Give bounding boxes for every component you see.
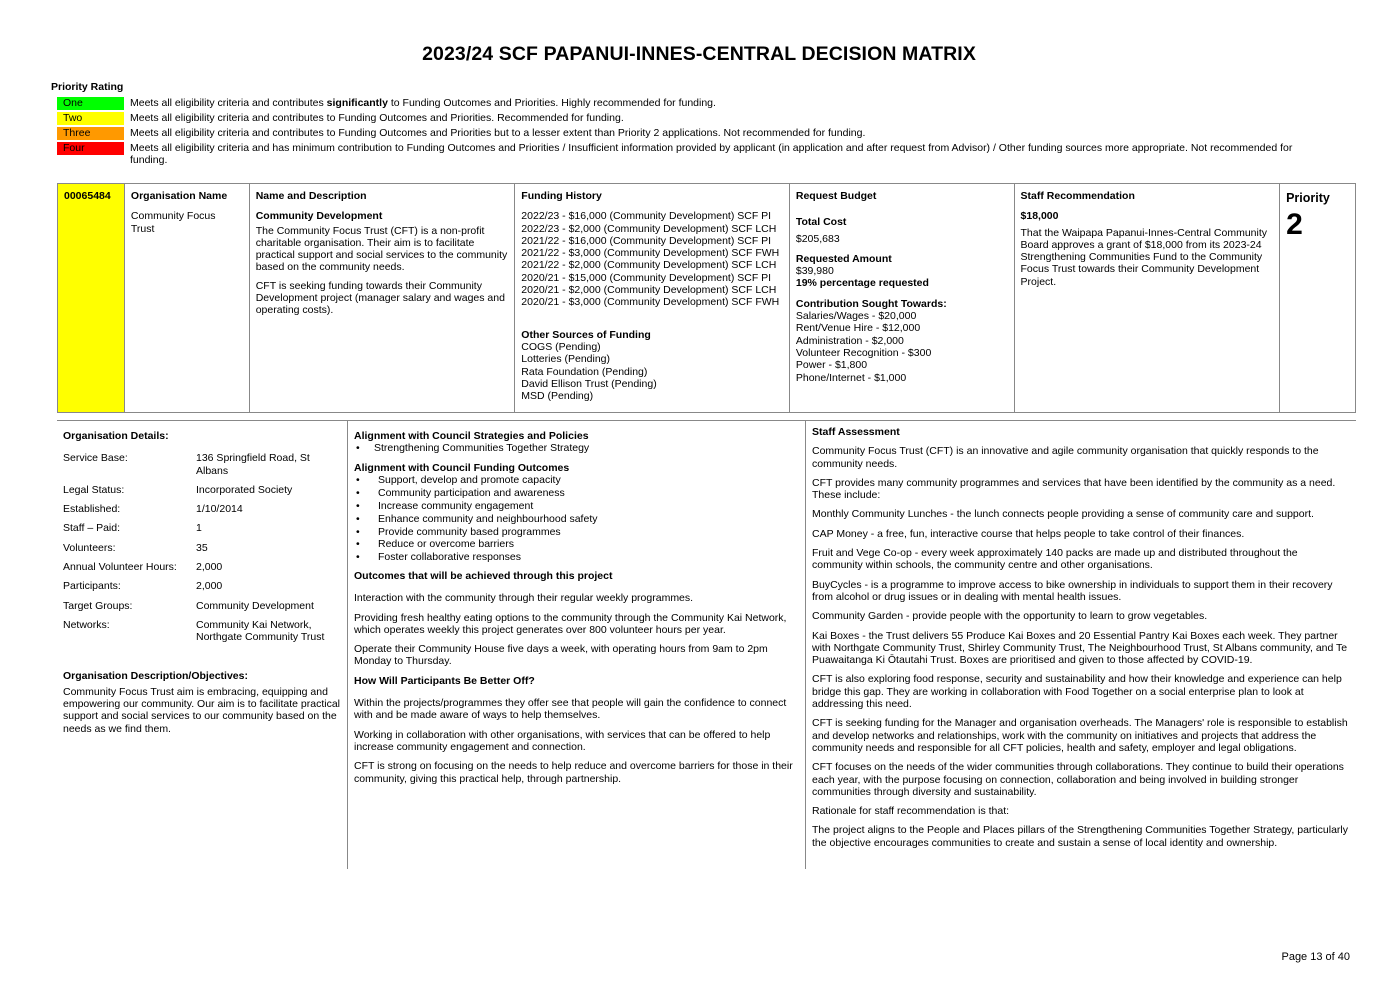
staff-rec-heading: Staff Recommendation: [1020, 190, 1135, 202]
assessment-para: Fruit and Vege Co-op - every week approximately 140 packs are made up and distributed throughout the community within schools, the community centre and other organisations.: [812, 547, 1298, 572]
list-item: • Foster collaborative responses: [354, 551, 799, 564]
list-item: • Reduce or overcome barriers: [354, 538, 799, 551]
better-off-heading: How Will Participants Be Better Off?: [354, 674, 535, 687]
org-description: Community Focus Trust aim is embracing, equipping and empowering our community. Our aim is to facilitate practical support and social services to our community based on the needs as we find them.: [63, 685, 340, 735]
org-name-heading: Organisation Name: [130, 190, 228, 202]
assessment-para: CFT is also exploring food response, security and sustainability and how their knowledge and experience can help bridge this gap. They are working in collaboration with Food Together on a social enterprise plan to look at addressing this need.: [812, 673, 1342, 711]
alignment-column: [348, 421, 806, 869]
detail-row-service-base: Service Base: 136 Springfield Road, St Albans: [63, 452, 310, 477]
list-item: • Strengthening Communities Together Strategy: [354, 442, 799, 455]
percentage-requested: 19% percentage requested: [795, 277, 929, 290]
priority-rating-heading: Priority Rating: [51, 81, 124, 93]
request-budget-cell: [790, 184, 1015, 412]
funding-history-cell: [515, 184, 790, 412]
better-off-para: Working in collaboration with other organisations, with services that can be offered to help increase community engagement and connection.: [354, 728, 771, 753]
priority-badge-four: Four: [57, 142, 124, 155]
assessment-para: Kai Boxes - the Trust delivers 55 Produce Kai Boxes and 20 Essential Pantry Kai Boxes each week. They partner with Northgate Community Trust, Shirley Community Trust, The Neighbourhood Trust, St Albans community, and Te Puawaitanga Ki Ōtautahi Trust. Boxes are prioritised and given to those affected by COVID-19.: [812, 629, 1348, 667]
assessment-para: CFT is seeking funding for the Manager and organisation overheads. The Managers' role is responsible to establish and develop networks and relationships, work with the community on initiatives and projects that address the community needs and responsible for all CFT policies, health and safety, employer and legal obligations.: [812, 717, 1348, 754]
name-desc-heading: Name and Description: [255, 190, 367, 202]
page-title: 2023/24 SCF PAPANUI-INNES-CENTRAL DECISION MATRIX: [422, 43, 976, 65]
funding-history-heading: Funding History: [521, 190, 602, 202]
decision-matrix: [57, 183, 1356, 413]
assessment-para: Community Focus Trust (CFT) is an innovative and agile community organisation that quickly responds to the community needs.: [812, 445, 1319, 470]
funding-history-item: 2020/21 - $2,000 (Community Development) SCF LCH: [521, 284, 777, 297]
list-item: • Provide community based programmes: [354, 526, 799, 539]
assessment-para: Community Garden - provide people with the opportunity to learn to grow vegetables.: [812, 610, 1208, 623]
contribution-item: Rent/Venue Hire - $12,000: [795, 322, 921, 335]
description-para-2: CFT is seeking funding towards their Community Development project (manager salary and wages and operating costs).: [255, 279, 505, 317]
priority-row-three: [57, 127, 1317, 140]
funding-history-item: 2021/22 - $16,000 (Community Development) SCF PI: [521, 234, 772, 247]
name-description-cell: [250, 184, 516, 412]
priority-heading: Priority: [1286, 191, 1330, 205]
other-sources-heading: Other Sources of Funding: [521, 328, 651, 341]
funding-history-item: 2021/22 - $3,000 (Community Development) SCF FWH: [521, 247, 780, 260]
detail-row-networks: Networks: Community Kai Network, Northgate Community Trust: [63, 618, 325, 644]
priority-row-one: [57, 97, 1317, 110]
priority-text-four: Meets all eligibility criteria and has minimum contribution to Funding Outcomes and Priorities / Insufficient information provided by applicant (in application and after request from Advisor) / Other funding sources more appropriate. Not recommended for funding.: [130, 142, 1293, 166]
assessment-para: Monthly Community Lunches - the lunch connects people providing a sense of community care and support.: [812, 508, 1314, 521]
funding-history-item: 2022/23 - $16,000 (Community Development) SCF PI: [521, 210, 772, 223]
list-item: • Support, develop and promote capacity: [354, 474, 799, 487]
priority-rating-table: [57, 97, 1317, 168]
application-id: 00065484: [64, 190, 111, 202]
organisation-details-column: [57, 421, 348, 869]
achieved-para: Operate their Community House five days a week, with operating hours from 9am to 2pm Monday to Thursday.: [354, 643, 768, 668]
other-source-item: COGS (Pending): [521, 340, 601, 353]
funding-history-list: [521, 210, 783, 308]
priority-text-one: Meets all eligibility criteria and contributes significantly to Funding Outcomes and Priorities. Highly recommended for funding.: [130, 97, 716, 109]
achieved-para: Providing fresh healthy eating options to the community through the Community Kai Network, which operates weekly this project generates over 800 volunteer hours per year.: [354, 611, 787, 636]
better-off-para: CFT is strong on focusing on the needs to help reduce and overcome barriers for those in their community, giving this practical help, through partnership.: [354, 760, 793, 785]
project-name: Community Development: [255, 210, 383, 223]
contribution-item: Salaries/Wages - $20,000: [795, 310, 917, 323]
detail-row-established: Established: 1/10/2014: [63, 503, 243, 516]
outcomes-list: [354, 474, 799, 564]
priority-cell: [1280, 184, 1355, 412]
org-description-heading: Organisation Description/Objectives:: [63, 669, 248, 682]
assessment-section: [57, 420, 1356, 869]
priority-value: 2: [1286, 208, 1303, 242]
priority-badge-three: Three: [57, 127, 124, 140]
priority-badge-one: One: [57, 97, 124, 110]
detail-row-participants: Participants: 2,000: [63, 580, 223, 593]
assessment-para: CFT focuses on the needs of the wider communities through collaborations. They continue to build their operations each year, with the purpose focusing on connection, collaboration and being involved in building stronger communities through diversity and sustainability.: [812, 761, 1344, 798]
description-para-1: The Community Focus Trust (CFT) is a non-profit charitable organisation. Their aim is to facilitate practical support and social services to the community based on the community needs.: [255, 224, 508, 274]
detail-row-volunteer-hours: Annual Volunteer Hours: 2,000: [63, 561, 223, 574]
other-source-item: MSD (Pending): [521, 390, 594, 403]
funding-history-item: 2020/21 - $15,000 (Community Development) SCF PI: [521, 271, 772, 284]
org-details-heading: Organisation Details:: [63, 430, 169, 442]
list-item: • Community participation and awareness: [354, 487, 799, 500]
detail-row-legal-status: Legal Status: Incorporated Society: [63, 483, 293, 496]
achieved-para: Interaction with the community through their regular weekly programmes.: [354, 592, 694, 605]
requested-amount-label: Requested Amount: [795, 252, 892, 265]
total-cost-label: Total Cost: [795, 216, 847, 229]
strategies-heading: Alignment with Council Strategies and Policies: [354, 430, 589, 442]
staff-recommendation-cell: [1015, 184, 1281, 412]
other-source-item: Lotteries (Pending): [521, 353, 611, 366]
assessment-para: The project aligns to the People and Places pillars of the Strengthening Communities Together Strategy, particularly the objective encourages communities to create and sustain a sense of local identity and ownership.: [812, 824, 1348, 849]
better-off-para: Within the projects/programmes they offer see that people will gain the confidence to connect with and be made aware of ways to help themselves.: [354, 697, 787, 722]
list-item: • Enhance community and neighbourhood safety: [354, 513, 799, 526]
contribution-item: Phone/Internet - $1,000: [795, 371, 907, 384]
staff-assessment-column: [806, 421, 1356, 869]
assessment-para: BuyCycles - is a programme to improve access to bike ownership in individuals to support them in their recovery from alcohol or drug issues or in dealing with mental health issues.: [812, 578, 1333, 603]
staff-rec-text: That the Waipapa Papanui-Innes-Central Community Board approves a grant of $18,000 from its 2023-24 Strengthening Communities Fund to the Community Focus Trust towards their Community Development Project.: [1020, 226, 1267, 288]
contribution-item: Volunteer Recognition - $300: [795, 346, 932, 359]
priority-text-three: Meets all eligibility criteria and contributes to Funding Outcomes and Priorities but to a lesser extent than Priority 2 applications. Not recommended for funding.: [130, 127, 866, 139]
matrix-id-cell: [58, 184, 125, 412]
other-source-item: Rata Foundation (Pending): [521, 365, 648, 378]
other-source-item: David Ellison Trust (Pending): [521, 377, 657, 390]
detail-row-staff-paid: Staff – Paid: 1: [63, 522, 202, 535]
contribution-item: Power - $1,800: [795, 359, 868, 372]
total-cost-value: $205,683: [795, 232, 840, 245]
staff-assessment-heading: Staff Assessment: [812, 426, 900, 438]
requested-amount-value: $39,980: [795, 265, 834, 278]
priority-row-two: [57, 112, 1317, 125]
priority-text-two: Meets all eligibility criteria and contributes to Funding Outcomes and Priorities. Recommended for funding.: [130, 112, 624, 124]
request-budget-heading: Request Budget: [795, 190, 877, 202]
assessment-para: Rationale for staff recommendation is that:: [812, 805, 1010, 818]
funding-history-item: 2020/21 - $3,000 (Community Development) SCF FWH: [521, 296, 780, 309]
priority-badge-two: Two: [57, 112, 124, 125]
contribution-item: Administration - $2,000: [795, 334, 904, 347]
detail-row-target-groups: Target Groups: Community Development: [63, 599, 314, 612]
funding-history-item: 2022/23 - $2,000 (Community Development) SCF LCH: [521, 222, 777, 235]
strategies-list: [354, 442, 799, 455]
org-name: Community Focus Trust: [130, 210, 216, 235]
page-number: Page 13 of 40: [1281, 951, 1350, 963]
detail-row-volunteers: Volunteers: 35: [63, 541, 208, 554]
outcomes-heading: Alignment with Council Funding Outcomes: [354, 462, 570, 475]
org-name-cell: [125, 184, 250, 412]
staff-rec-amount: $18,000: [1020, 210, 1059, 223]
assessment-para: CAP Money - a free, fun, interactive course that helps people to take control of their finances.: [812, 527, 1245, 540]
funding-history-item: 2021/22 - $2,000 (Community Development) SCF LCH: [521, 259, 777, 272]
achieved-heading: Outcomes that will be achieved through this project: [354, 569, 613, 582]
priority-row-four: [57, 142, 1317, 166]
list-item: • Increase community engagement: [354, 500, 799, 513]
contribution-heading: Contribution Sought Towards:: [795, 297, 947, 310]
assessment-para: CFT provides many community programmes and services that have been identified by the community as a need. These include:: [812, 476, 1336, 502]
